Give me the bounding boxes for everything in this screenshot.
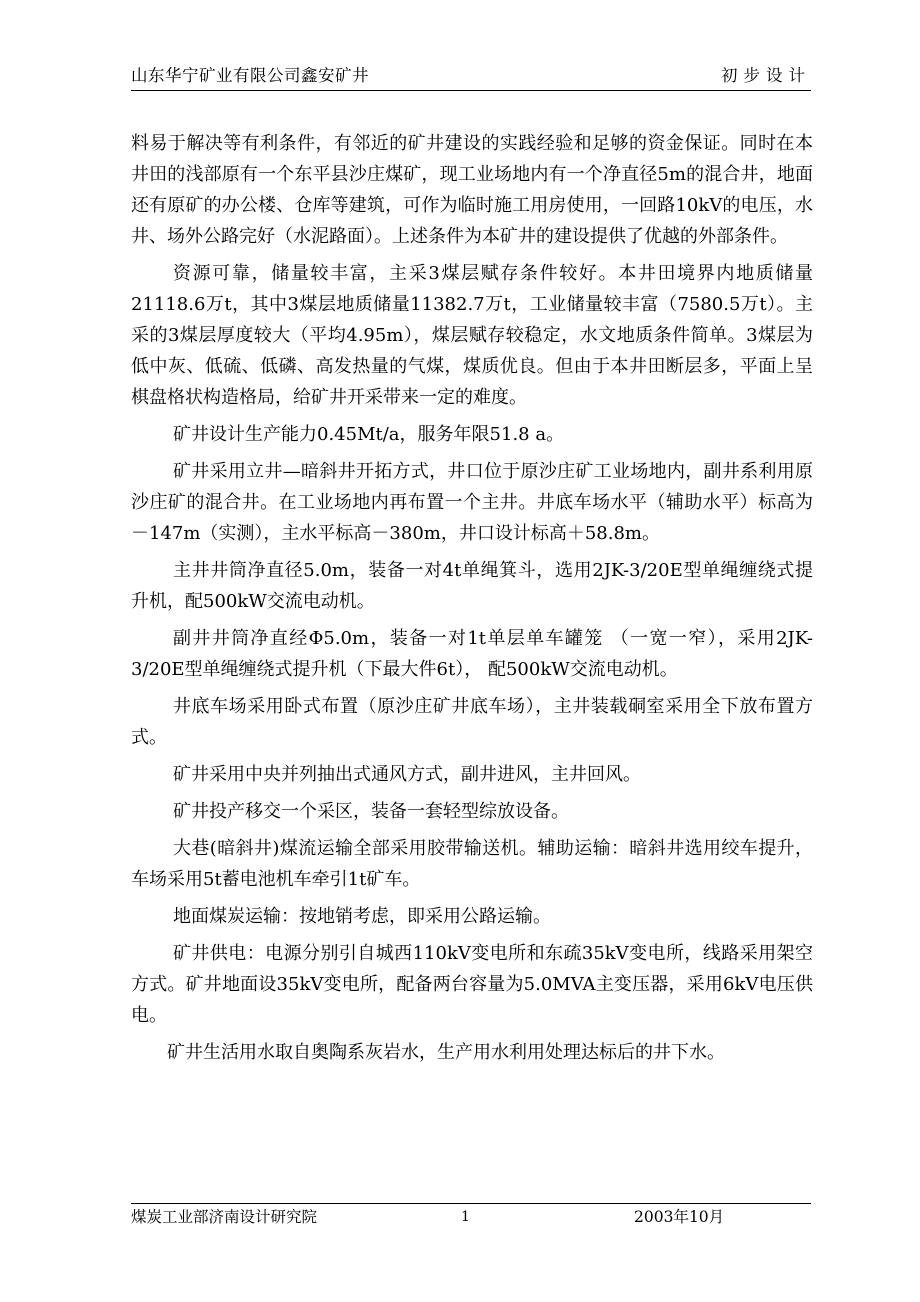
paragraph-6: 副井井筒净直经Φ5.0m，装备一对1t单层单车罐笼 （一宽一窄），采用2JK-3/20E型单绳缠绕式提升机（下最大件6t）， 配500kW交流电动机。 (131, 628, 813, 680)
page-footer (131, 1205, 811, 1229)
paragraph-5: 主井井筒净直径5.0m，装备一对4t单绳箕斗，选用2JK-3/20E型单绳缠绕式提升机，配500kW交流电动机。 (131, 560, 813, 612)
page-header (131, 64, 811, 88)
paragraph-1: 料易于解决等有利条件，有邻近的矿井建设的实践经验和足够的资金保证。同时在本井田的浅部原有一个东平县沙庄煤矿，现工业场地内有一个净直径5m的混合井，地面还有原矿的办公楼、仓库等建筑，可作为临时施工用房使用，一回路10kV的电压，水井、场外公路完好（水泥路面）。上述条件为本矿井的建设提供了优越的外部条件。 (131, 133, 813, 247)
header-doc-type: 初步设计 (721, 66, 811, 85)
header-company: 山东华宁矿业有限公司鑫安矿井 (131, 66, 369, 85)
paragraph-3: 矿井设计生产能力0.45Mt/a，服务年限51.8 a。 (173, 424, 565, 445)
footer-date: 2003年10月 (634, 1208, 725, 1226)
paragraph-7: 井底车场采用卧式布置（原沙庄矿井底车场），主井装载硐室采用全下放布置方式。 (131, 696, 813, 748)
page-number: 1 (461, 1209, 470, 1225)
paragraph-11: 地面煤炭运输：按地销考虑，即采用公路运输。 (173, 906, 551, 927)
header-rule (131, 90, 811, 91)
document-body (131, 128, 813, 1074)
footer-institute: 煤炭工业部济南设计研究院 (131, 1208, 318, 1226)
footer-rule (131, 1203, 811, 1204)
paragraph-13: 矿井生活用水取自奥陶系灰岩水，生产用水利用处理达标后的井下水。 (167, 1042, 725, 1063)
paragraph-10: 大巷(暗斜井)煤流运输全部采用胶带输送机。辅助运输：暗斜井选用绞车提升，车场采用5t蓄电池机车牵引1t矿车。 (131, 838, 813, 890)
paragraph-9: 矿井投产移交一个采区，装备一套轻型综放设备。 (173, 801, 569, 822)
paragraph-2: 资源可靠，储量较丰富，主采3煤层赋存条件较好。本井田境界内地质储量21118.6万t，其中3煤层地质储量11382.7万t，工业储量较丰富（7580.5万t）。主采的3煤层厚度较大（平均4.95m），煤层赋存较稳定，水文地质条件简单。3煤层为低中灰、低硫、低磷、高发热量的气煤，煤质优良。但由于本井田断层多，平面上呈棋盘格状构造格局，给矿井开采带来一定的难度。 (131, 263, 813, 408)
paragraph-4: 矿井采用立井—暗斜井开拓方式，井口位于原沙庄矿工业场地内，副井系利用原沙庄矿的混合井。在工业场地内再布置一个主井。井底车场水平（辅助水平）标高为－147m（实测），主水平标高－380m，井口设计标高＋58.8m。 (131, 461, 813, 544)
paragraph-8: 矿井采用中央并列抽出式通风方式，副井进风，主井回风。 (173, 764, 641, 785)
paragraph-12: 矿井供电：电源分别引自城西110kV变电所和东疏35kV变电所，线路采用架空方式。矿井地面设35kV变电所，配备两台容量为5.0MVA主变压器，采用6kV电压供电。 (131, 943, 813, 1026)
